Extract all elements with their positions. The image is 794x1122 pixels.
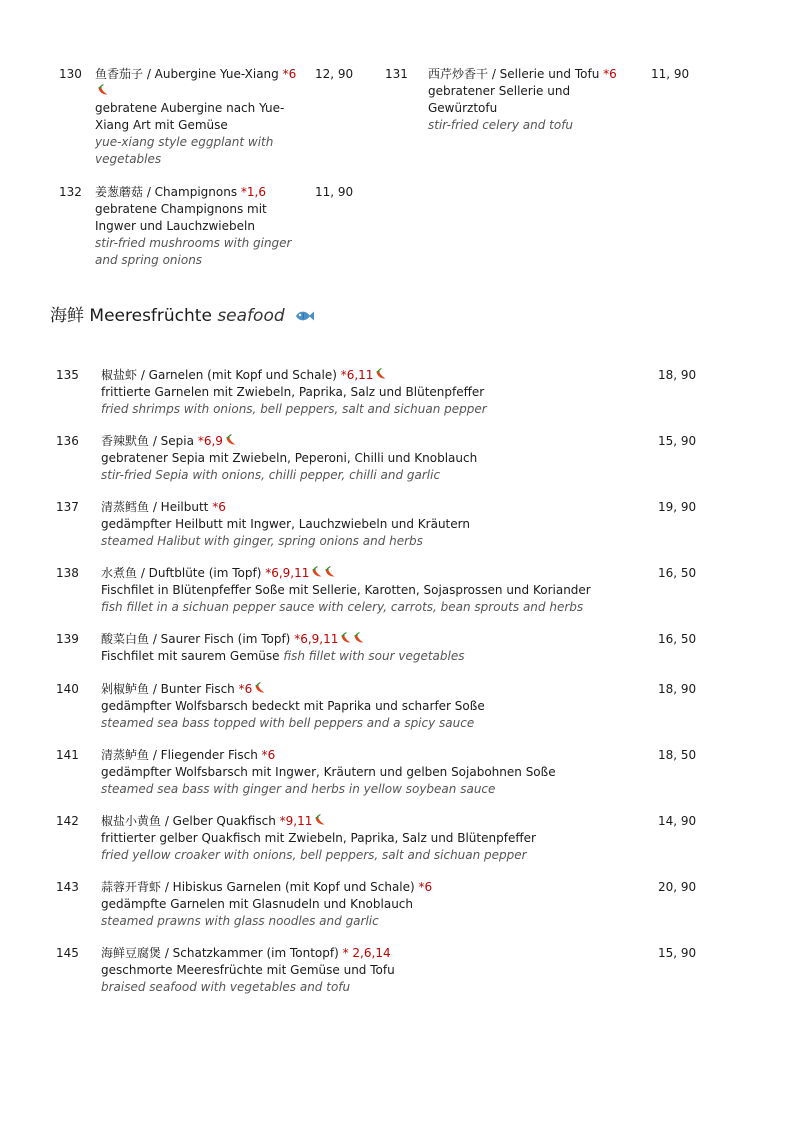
menu-item-135 bbox=[101, 367, 487, 418]
chili-pepper-icon bbox=[97, 84, 109, 96]
menu-item-142 bbox=[101, 813, 536, 864]
menu-item-136 bbox=[101, 433, 477, 484]
allergen-codes: *6,9,11 bbox=[294, 632, 339, 646]
item-title bbox=[101, 499, 470, 516]
menu-item-137 bbox=[101, 499, 470, 550]
item-price: 20, 90 bbox=[658, 880, 697, 894]
item-title-text: 酸菜白鱼 / Saurer Fisch (im Topf) bbox=[101, 632, 291, 646]
item-number: 137 bbox=[56, 500, 79, 514]
item-english-description: fried yellow croaker with onions, bell peppers, salt and sichuan pepper bbox=[101, 848, 527, 862]
item-number: 130 bbox=[59, 67, 82, 81]
item-english-description: fried shrimps with onions, bell peppers, salt and sichuan pepper bbox=[101, 402, 487, 416]
item-title bbox=[101, 681, 485, 698]
item-german-description bbox=[101, 830, 536, 847]
item-number: 143 bbox=[56, 880, 79, 894]
item-title bbox=[101, 433, 477, 450]
item-number: 136 bbox=[56, 434, 79, 448]
item-english-description: steamed Halibut with ginger, spring onions and herbs bbox=[101, 534, 423, 548]
item-title-text: 海鲜豆腐煲 / Schatzkammer (im Tontopf) bbox=[101, 946, 339, 960]
item-title bbox=[101, 367, 487, 384]
item-price: 16, 50 bbox=[658, 632, 697, 646]
item-price: 18, 50 bbox=[658, 748, 697, 762]
item-german-text: gedämpfte Garnelen mit Glasnudeln und Knoblauch bbox=[101, 897, 414, 911]
item-number: 138 bbox=[56, 566, 79, 580]
section-title-english: seafood bbox=[217, 306, 285, 326]
item-title bbox=[101, 879, 432, 896]
item-german-description bbox=[101, 764, 556, 781]
item-price: 18, 90 bbox=[658, 682, 697, 696]
allergen-codes: *6 bbox=[261, 748, 276, 762]
item-number: 140 bbox=[56, 682, 79, 696]
item-title-text: 清蒸鳕鱼 / Heilbutt bbox=[101, 500, 209, 514]
item-german-description bbox=[101, 450, 477, 467]
allergen-codes: * 2,6,14 bbox=[342, 946, 391, 960]
item-german-description bbox=[101, 962, 395, 979]
item-english-description: stir-fried celery and tofu bbox=[428, 118, 574, 132]
allergen-codes: *6,11 bbox=[340, 368, 374, 382]
item-english-description: yue-xiang style eggplant with vegetables bbox=[95, 135, 274, 166]
fish-icon bbox=[294, 309, 314, 323]
item-german-text: gedämpfter Heilbutt mit Ingwer, Lauchzwiebeln und Kräutern bbox=[101, 517, 470, 531]
allergen-codes: *6 bbox=[282, 67, 297, 81]
item-german-text: frittierte Garnelen mit Zwiebeln, Paprika, Salz und Blütenpfeffer bbox=[101, 385, 485, 399]
item-german-text: Fischfilet mit saurem Gemüse bbox=[101, 649, 280, 663]
section-title-chinese: 海鲜 bbox=[50, 306, 84, 326]
item-price: 19, 90 bbox=[658, 500, 697, 514]
item-german-description bbox=[101, 516, 470, 533]
item-number: 142 bbox=[56, 814, 79, 828]
allergen-codes: *9,11 bbox=[279, 814, 313, 828]
item-title bbox=[101, 945, 395, 962]
item-title bbox=[428, 66, 628, 83]
item-german-text: geschmorte Meeresfrüchte mit Gemüse und Tofu bbox=[101, 963, 395, 977]
item-german-description bbox=[101, 648, 464, 665]
item-german-text: Fischfilet in Blütenpfeffer Soße mit Sellerie, Karotten, Sojasprossen und Koriander bbox=[101, 583, 591, 597]
allergen-codes: *1,6 bbox=[240, 185, 266, 199]
section-heading bbox=[50, 305, 314, 327]
menu-item-145 bbox=[101, 945, 395, 996]
item-price: 11, 90 bbox=[651, 67, 690, 81]
chili-pepper-icon bbox=[311, 566, 323, 578]
item-german-description: gebratene Aubergine nach Yue-Xiang Art mit Gemüse bbox=[95, 101, 285, 132]
item-number: 145 bbox=[56, 946, 79, 960]
item-title-text: 香辣默鱼 / Sepia bbox=[101, 434, 194, 448]
menu-item-139 bbox=[101, 631, 464, 665]
item-price: 16, 50 bbox=[658, 566, 697, 580]
item-number: 135 bbox=[56, 368, 79, 382]
item-english-description: steamed sea bass with ginger and herbs in yellow soybean sauce bbox=[101, 782, 496, 796]
item-number: 132 bbox=[59, 185, 82, 199]
item-title-text: 蒜蓉开背虾 / Hibiskus Garnelen (mit Kopf und Schale) bbox=[101, 880, 415, 894]
chili-pepper-icon bbox=[340, 632, 352, 644]
allergen-codes: *6,9 bbox=[197, 434, 223, 448]
item-title-text: 剁椒鲈鱼 / Bunter Fisch bbox=[101, 682, 235, 696]
menu-item-143 bbox=[101, 879, 432, 930]
menu-item-131 bbox=[428, 66, 628, 134]
item-title bbox=[101, 813, 536, 830]
allergen-codes: *6,9,11 bbox=[265, 566, 310, 580]
item-german-description bbox=[101, 698, 485, 715]
item-title bbox=[101, 565, 591, 582]
item-price: 15, 90 bbox=[658, 946, 697, 960]
item-title bbox=[95, 184, 300, 201]
item-title-text: 清蒸鲈鱼 / Fliegender Fisch bbox=[101, 748, 258, 762]
menu-item-138 bbox=[101, 565, 591, 616]
item-title-text: 西芹炒香干 / Sellerie und Tofu bbox=[428, 67, 600, 81]
allergen-codes: *6 bbox=[238, 682, 253, 696]
item-title-text: 椒盐小黄鱼 / Gelber Quakfisch bbox=[101, 814, 276, 828]
chili-pepper-icon bbox=[353, 632, 365, 644]
item-german-text: gebratener Sepia mit Zwiebeln, Peperoni, Chilli und Knoblauch bbox=[101, 451, 478, 465]
menu-item-130 bbox=[95, 66, 300, 168]
item-number: 141 bbox=[56, 748, 79, 762]
menu-item-140 bbox=[101, 681, 485, 732]
item-price: 11, 90 bbox=[315, 185, 354, 199]
chili-pepper-icon bbox=[324, 566, 336, 578]
item-title bbox=[95, 66, 300, 100]
menu-item-141 bbox=[101, 747, 556, 798]
item-price: 15, 90 bbox=[658, 434, 697, 448]
item-english-description: fish fillet in a sichuan pepper sauce with celery, carrots, bean sprouts and herbs bbox=[101, 600, 584, 614]
item-number: 139 bbox=[56, 632, 79, 646]
chili-pepper-icon bbox=[225, 434, 237, 446]
item-english-description: braised seafood with vegetables and tofu bbox=[101, 980, 351, 994]
menu-item-132 bbox=[95, 184, 300, 269]
item-german-text: frittierter gelber Quakfisch mit Zwiebeln, Paprika, Salz und Blütenpfeffer bbox=[101, 831, 536, 845]
chili-pepper-icon bbox=[254, 682, 266, 694]
item-title-text: 姜葱蘑菇 / Champignons bbox=[95, 185, 238, 199]
item-title-text: 水煮鱼 / Duftblüte (im Topf) bbox=[101, 566, 262, 580]
chili-pepper-icon bbox=[375, 368, 387, 380]
allergen-codes: *6 bbox=[212, 500, 226, 514]
allergen-codes: *6 bbox=[418, 880, 433, 894]
item-english-description: stir-fried Sepia with onions, chilli pepper, chilli and garlic bbox=[101, 468, 441, 482]
item-german-description bbox=[101, 384, 487, 401]
item-title-text: 椒盐虾 / Garnelen (mit Kopf und Schale) bbox=[101, 368, 337, 382]
item-price: 14, 90 bbox=[658, 814, 697, 828]
item-title-text: 鱼香茄子 / Aubergine Yue-Xiang bbox=[95, 67, 279, 81]
item-price: 18, 90 bbox=[658, 368, 697, 382]
item-german-text: gedämpfter Wolfsbarsch bedeckt mit Paprika und scharfer Soße bbox=[101, 699, 485, 713]
item-german-description: gebratener Sellerie und Gewürztofu bbox=[428, 84, 571, 115]
item-german-description bbox=[101, 896, 432, 913]
item-price: 12, 90 bbox=[315, 67, 354, 81]
item-german-text: gedämpfter Wolfsbarsch mit Ingwer, Kräutern und gelben Sojabohnen Soße bbox=[101, 765, 556, 779]
item-title bbox=[101, 747, 556, 764]
item-english-description: steamed prawns with glass noodles and garlic bbox=[101, 914, 379, 928]
section-title-german: Meeresfrüchte bbox=[89, 306, 212, 326]
chili-pepper-icon bbox=[314, 814, 326, 826]
item-german-description bbox=[101, 582, 591, 599]
item-german-description: gebratene Champignons mit Ingwer und Lauchzwiebeln bbox=[95, 202, 267, 233]
item-english-description: steamed sea bass topped with bell peppers and a spicy sauce bbox=[101, 716, 475, 730]
item-english-description: fish fillet with sour vegetables bbox=[283, 649, 465, 663]
item-title bbox=[101, 631, 464, 648]
allergen-codes: *6 bbox=[603, 67, 617, 81]
item-english-description: stir-fried mushrooms with ginger and spring onions bbox=[95, 236, 292, 267]
item-number: 131 bbox=[385, 67, 408, 81]
